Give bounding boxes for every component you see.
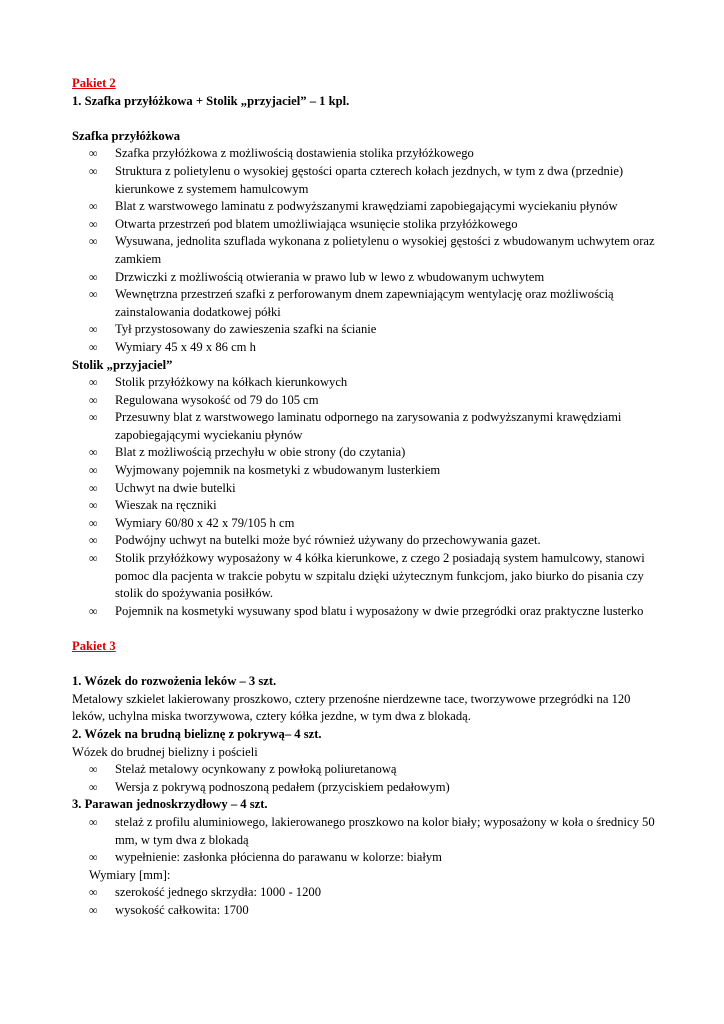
list-item: ∞ Stolik przyłóżkowy na kółkach kierunkowych <box>89 374 664 392</box>
szafka-title: Szafka przyłóżkowa <box>72 128 181 143</box>
list-item: ∞ Tył przystosowany do zawieszenia szafki na ścianie <box>89 321 664 339</box>
list-item: ∞ szerokość jednego skrzydła: 1000 - 1200 <box>89 884 664 902</box>
wozek-bielizna-list <box>72 761 664 796</box>
list-item: ∞ wysokość całkowita: 1700 <box>89 902 664 920</box>
pakiet-3-heading: Pakiet 3 <box>72 639 116 653</box>
list-item: ∞ Wymiary 60/80 x 42 x 79/105 h cm <box>89 515 664 533</box>
list-item: ∞ Pojemnik na kosmetyki wysuwany spod blatu i wyposażony w dwie przegródki oraz praktyczne lusterko <box>89 603 664 621</box>
list-item: ∞ Wersja z pokrywą podnoszoną pedałem (przyciskiem pedałowym) <box>89 779 664 797</box>
list-item: ∞ Blat z możliwością przechyłu w obie strony (do czytania) <box>89 444 664 462</box>
list-item: ∞ Wewnętrzna przestrzeń szafki z perforowanym dnem zapewniającym wentylację oraz możliwością zainstalowania dodatkowej półki <box>89 286 664 321</box>
list-item: ∞ Uchwyt na dwie butelki <box>89 480 664 498</box>
parawan-list <box>72 814 664 867</box>
stolik-title: Stolik „przyjaciel” <box>72 357 173 372</box>
parawan-dims-list <box>72 884 664 919</box>
stolik-list <box>72 374 664 620</box>
list-item: ∞ Stelaż metalowy ocynkowany z powłoką poliuretanową <box>89 761 664 779</box>
list-item: ∞ Wyjmowany pojemnik na kosmetyki z wbudowanym lusterkiem <box>89 462 664 480</box>
list-item: ∞ Stolik przyłóżkowy wyposażony w 4 kółka kierunkowe, z czego 2 posiadają system hamulcowy, stanowi pomoc dla pacjenta w trakcie pobytu w szpitalu dzięki użytecznym funkcjom, jako biurko do pisania czy stolik do spożywania posiłków. <box>89 550 664 603</box>
list-item: ∞ wypełnienie: zasłonka płócienna do parawanu w kolorze: białym <box>89 849 664 867</box>
list-item: ∞ Podwójny uchwyt na butelki może być również używany do przechowywania gazet. <box>89 532 664 550</box>
list-item: ∞ Wieszak na ręczniki <box>89 497 664 515</box>
wozek-bielizna-title: 2. Wózek na brudną bieliznę z pokrywą– 4 szt. <box>72 726 322 741</box>
list-item: ∞ Wysuwana, jednolita szuflada wykonana z polietylenu o wysokiej gęstości z wbudowanym uchwytem oraz zamkiem <box>89 233 664 268</box>
list-item: ∞ Regulowana wysokość od 79 do 105 cm <box>89 392 664 410</box>
pakiet-2-item-title: 1. Szafka przyłóżkowa + Stolik „przyjaciel” – 1 kpl. <box>72 93 350 108</box>
parawan-dims-label: Wymiary [mm]: <box>89 867 171 882</box>
list-item: ∞ Otwarta przestrzeń pod blatem umożliwiająca wsunięcie stolika przyłóżkowego <box>89 216 664 234</box>
list-item: ∞ Struktura z polietylenu o wysokiej gęstości oparta czterech kołach jezdnych, w tym z dwa (przednie) kierunkowe z systemem hamulcowym <box>89 163 664 198</box>
list-item: ∞ stelaż z profilu aluminiowego, lakierowanego proszkowo na kolor biały; wyposażony w koła o średnicy 50 mm, w tym dwa z blokadą <box>89 814 664 849</box>
list-item: ∞ Drzwiczki z możliwością otwierania w prawo lub w lewo z wbudowanym uchwytem <box>89 269 664 287</box>
list-item: ∞ Przesuwny blat z warstwowego laminatu odpornego na zarysowania z podwyższanymi krawędziami zapobiegającymi wyciekaniu płynów <box>89 409 664 444</box>
wozek-lekow-title: 1. Wózek do rozwożenia leków – 3 szt. <box>72 674 277 689</box>
wozek-bielizna-text: Wózek do brudnej bielizny i pościeli <box>72 744 258 759</box>
list-item: ∞ Szafka przyłóżkowa z możliwością dostawienia stolika przyłóżkowego <box>89 145 664 163</box>
list-item: ∞ Blat z warstwowego laminatu z podwyższanymi krawędziami zapobiegającymi wyciekaniu płynów <box>89 198 664 216</box>
pakiet-2-heading: Pakiet 2 <box>72 76 116 90</box>
parawan-title: 3. Parawan jednoskrzydłowy – 4 szt. <box>72 797 268 812</box>
wozek-lekow-text: Metalowy szkielet lakierowany proszkowo, cztery przenośne nierdzewne tace, tworzywowe przegródki na 120 leków, uchylna miska tworzywowa, cztery kółka jezdne, w tym dwa z blokadą. <box>72 691 631 724</box>
szafka-list <box>72 145 664 356</box>
list-item: ∞ Wymiary 45 x 49 x 86 cm h <box>89 339 664 357</box>
